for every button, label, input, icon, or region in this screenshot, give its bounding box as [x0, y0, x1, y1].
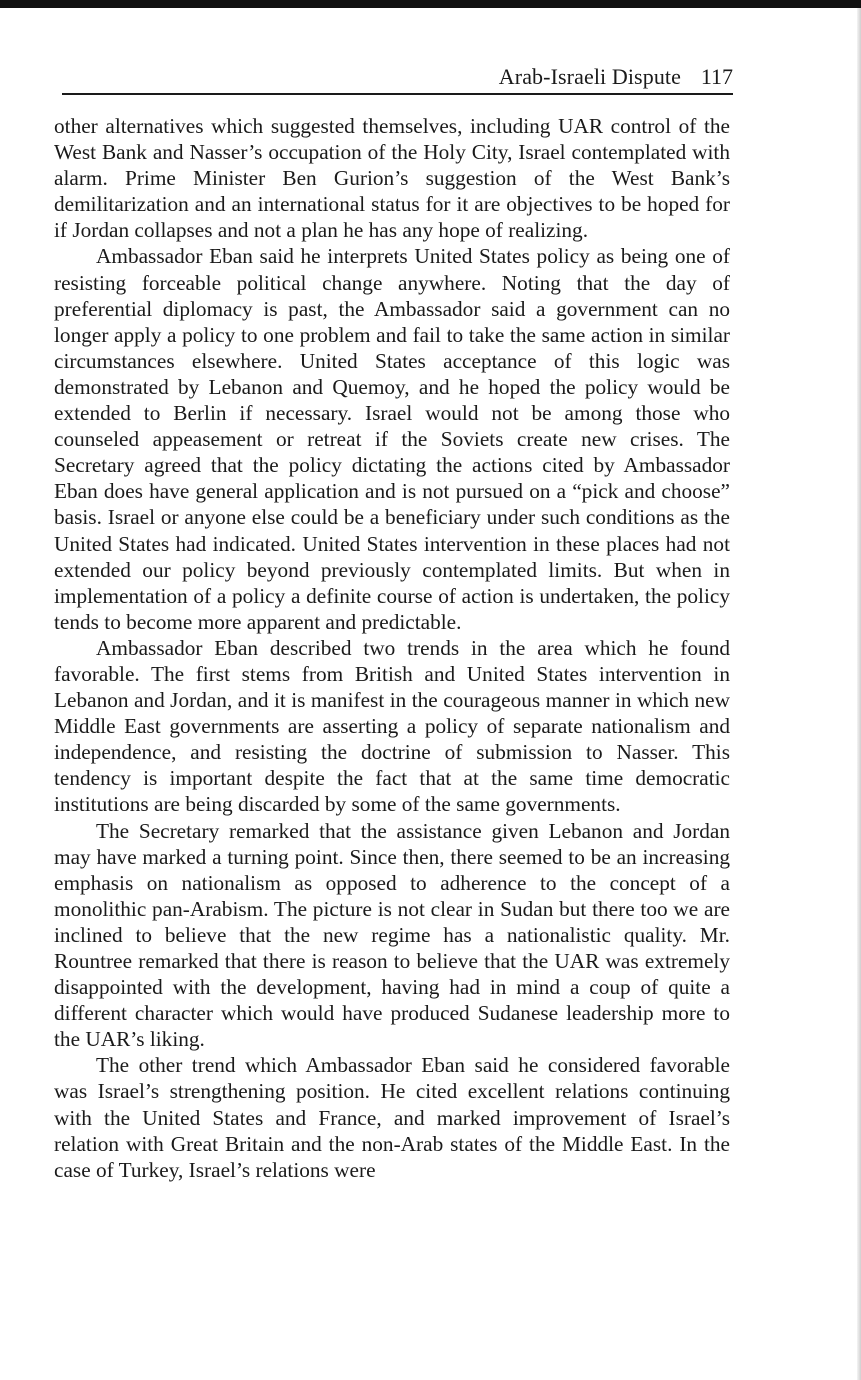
page-top-edge — [0, 0, 861, 8]
paragraph-continuation: other alternatives which suggested themselves, including UAR control of the West Bank and Nasser’s occupation of the Holy City, Israel contemplated with alarm. Prime Minister Ben Gurion’s suggestion of the West Bank’s demilitarization and an international status for it are objectives to be hoped for if Jordan collapses and not a plan he has any hope of realizing. — [54, 114, 730, 243]
running-header — [62, 62, 733, 95]
paragraph: The other trend which Ambassador Eban said he considered favorable was Israel’s strengthening position. He cited excellent relations continuing with the United States and France, and marked improvement of Israel’s relation with Great Britain and the non-Arab states of the Middle East. In the case of Turkey, Israel’s relations were — [54, 1053, 730, 1182]
page-right-edge — [857, 8, 861, 1380]
running-title: Arab-Israeli Dispute — [498, 64, 681, 89]
paragraph: Ambassador Eban said he interprets United States policy as being one of resisting forceable political change anywhere. Noting that the day of preferential diplomacy is past, the Ambassador said a government can no longer apply a policy to one problem and fail to take the same action in similar circumstances elsewhere. United States acceptance of this logic was demonstrated by Lebanon and Quemoy, and he hoped the policy would be extended to Berlin if necessary. Israel would not be among those who counseled appeasement or retreat if the Soviets create new crises. The Secretary agreed that the policy dictating the actions cited by Ambassador Eban does have general application and is not pursued on a “pick and choose” basis. Israel or anyone else could be a beneficiary under such conditions as the United States had indicated. United States intervention in these places had not extended our policy beyond previously contemplated limits. But when in implementation of a policy a definite course of action is undertaken, the policy tends to become more apparent and predictable. — [54, 244, 730, 634]
page-number: 117 — [700, 64, 733, 89]
paragraph: Ambassador Eban described two trends in the area which he found favorable. The first stems from British and United States intervention in Lebanon and Jordan, and it is manifest in the courageous manner in which new Middle East governments are asserting a policy of separate nationalism and independence, and resisting the doctrine of submission to Nasser. This tendency is important despite the fact that at the same time democratic institutions are being discarded by some of the same governments. — [54, 635, 730, 817]
body-text — [54, 113, 730, 1273]
paragraph: The Secretary remarked that the assistance given Lebanon and Jordan may have marked a turning point. Since then, there seemed to be an increasing emphasis on nationalism as opposed to adherence to the concept of a monolithic pan-Arabism. The picture is not clear in Sudan but there too we are inclined to believe that the new regime has a nationalistic quality. Mr. Rountree remarked that there is reason to believe that the UAR was extremely disappointed with the development, having had in mind a coup of quite a different character which would have produced Sudanese leadership more to the UAR’s liking. — [54, 818, 730, 1052]
